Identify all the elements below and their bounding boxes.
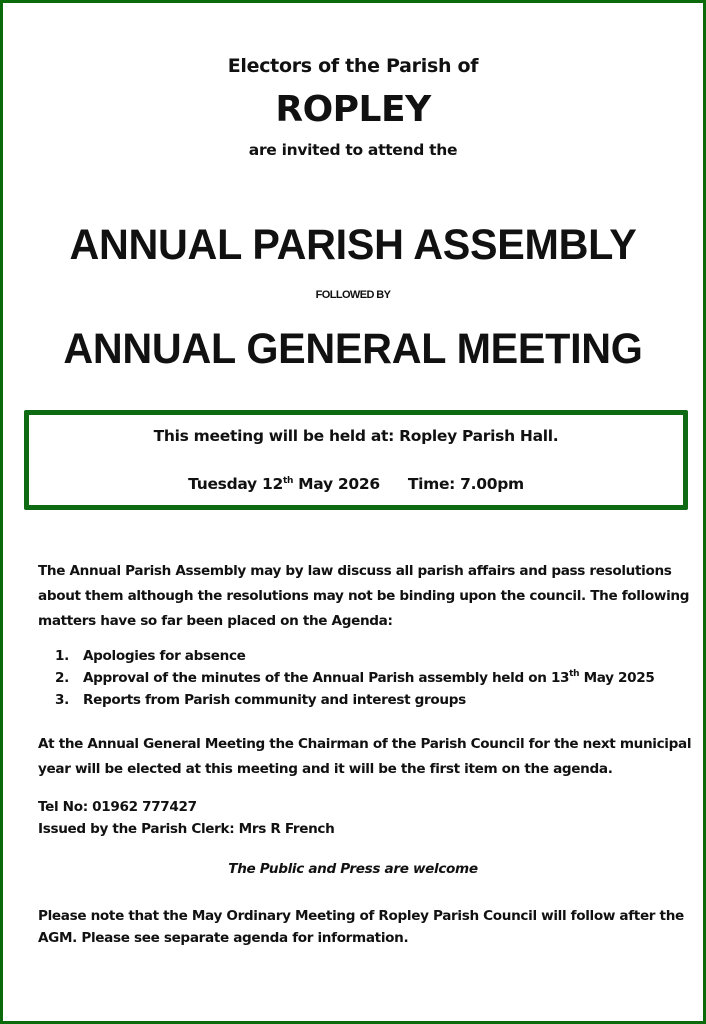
- electors-heading: Electors of the Parish of: [227, 55, 479, 77]
- venue-time: Time: 7.00pm: [407, 475, 524, 493]
- note-paragraph: Please note that the May Ordinary Meeting of Ropley Parish Council will follow after the AGM. Please see separate agenda for information.: [38, 908, 684, 946]
- tel-number: Tel No: 01962 777427: [38, 799, 197, 815]
- welcome-line: The Public and Press are welcome: [228, 861, 478, 877]
- agenda-item: [55, 667, 654, 689]
- assembly-title: ANNUAL PARISH ASSEMBLY: [69, 221, 637, 269]
- followed-by-label: FOLLOWED BY: [315, 289, 391, 301]
- date-prefix: Tuesday 12: [188, 475, 283, 493]
- agenda-sup: th: [569, 669, 580, 679]
- agenda-text: Apologies for absence: [83, 648, 246, 664]
- agenda-tail: May 2025: [579, 670, 655, 686]
- date-rest: May 2026: [293, 475, 380, 493]
- agenda-number: 2.: [55, 670, 69, 686]
- intro-paragraph: The Annual Parish Assembly may by law discuss all parish affairs and pass resolutions about them although the resolutions may not be binding upon the council. The following matters have so far been placed on the Agenda:: [38, 563, 690, 629]
- agenda-list: [55, 645, 654, 711]
- date-suffix: th: [282, 476, 294, 486]
- contact-block: [38, 796, 698, 840]
- issued-by: Issued by the Parish Clerk: Mrs R French: [38, 821, 335, 837]
- agm-title: ANNUAL GENERAL MEETING: [63, 325, 643, 373]
- agenda-number: 1.: [55, 648, 69, 664]
- invited-line: are invited to attend the: [248, 141, 458, 159]
- venue-date: [188, 475, 380, 493]
- venue-box: [24, 410, 688, 510]
- venue-datetime: [29, 475, 683, 493]
- parish-name: ROPLEY: [275, 89, 431, 130]
- agenda-item: [55, 645, 654, 667]
- agenda-item: [55, 689, 654, 711]
- venue-location: This meeting will be held at: Ropley Parish Hall.: [153, 427, 559, 445]
- agenda-number: 3.: [55, 692, 69, 708]
- agenda-text: Reports from Parish community and interest groups: [83, 692, 466, 708]
- agenda-text: Approval of the minutes of the Annual Parish assembly held on 13: [83, 670, 570, 686]
- agm-paragraph: At the Annual General Meeting the Chairman of the Parish Council for the next municipal year will be elected at this meeting and it will be the first item on the agenda.: [38, 736, 692, 777]
